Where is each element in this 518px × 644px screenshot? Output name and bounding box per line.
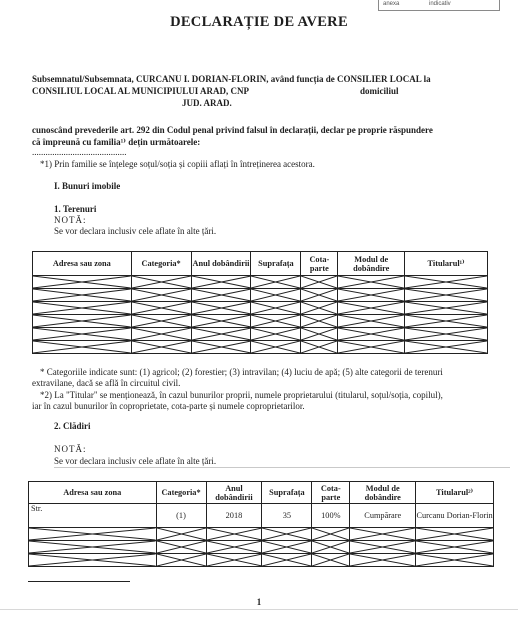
cross-mark [301, 289, 337, 301]
crossed-cell [191, 276, 251, 289]
cross-mark [251, 302, 300, 314]
crossed-cell [131, 315, 191, 328]
crossed-cell [301, 341, 338, 354]
crossed-cell [131, 276, 191, 289]
crossed-cell [312, 554, 350, 567]
subsection-cladiri: 2. Clădiri [54, 421, 91, 431]
crossed-cell [191, 328, 251, 341]
cell-cota: 100% [312, 504, 350, 528]
crossed-cell [262, 554, 312, 567]
header-titularul: Titularul²⁾ [416, 482, 494, 504]
cross-mark [416, 554, 493, 566]
scan-line [0, 609, 518, 610]
cross-mark [338, 276, 404, 288]
crossed-cell [191, 315, 251, 328]
crossed-cell [29, 528, 157, 541]
cross-mark [132, 341, 191, 353]
cross-mark [192, 289, 251, 301]
cell-anul: 2018 [206, 504, 262, 528]
cross-mark [251, 341, 300, 353]
crossed-cell [206, 554, 262, 567]
cross-mark [262, 541, 311, 553]
header-cota: Cota-parte [312, 482, 350, 504]
crossed-cell [251, 289, 301, 302]
cross-mark [251, 315, 300, 327]
header-cota: Cota-parte [301, 252, 338, 276]
cross-mark [312, 541, 349, 553]
crossed-cell [338, 328, 405, 341]
crossed-cell [191, 302, 251, 315]
dotted-line: .......................................... [32, 147, 127, 157]
table-row-crossed [33, 341, 488, 354]
cross-mark [262, 528, 311, 540]
cross-mark [251, 328, 300, 340]
cross-mark [405, 341, 487, 353]
crossed-cell [131, 328, 191, 341]
crossed-cell [405, 276, 488, 289]
cross-mark [338, 302, 404, 314]
cross-mark [132, 302, 191, 314]
table-row-crossed [33, 315, 488, 328]
cross-mark [207, 528, 262, 540]
crossed-cell [416, 541, 494, 554]
table-row-crossed [29, 541, 494, 554]
crossed-cell [312, 541, 350, 554]
cross-mark [301, 302, 337, 314]
intro-domiciliul: domiciliul [360, 86, 399, 96]
cross-mark [405, 289, 487, 301]
crossed-cell [338, 289, 405, 302]
cross-mark [416, 541, 493, 553]
cross-mark [338, 289, 404, 301]
cross-mark [33, 302, 131, 314]
section-bunuri-imobile: I. Bunuri imobile [54, 181, 121, 191]
table-row-crossed [29, 554, 494, 567]
cross-mark [132, 289, 191, 301]
cross-mark [157, 554, 206, 566]
crossed-cell [251, 302, 301, 315]
table-row-crossed [33, 289, 488, 302]
crossed-cell [350, 541, 416, 554]
cross-mark [192, 341, 251, 353]
cross-mark [207, 554, 262, 566]
cross-mark [192, 302, 251, 314]
header-modul: Modul de dobândire [350, 482, 416, 504]
header-modul: Modul de dobândire [338, 252, 405, 276]
crossed-cell [33, 328, 132, 341]
header-categoria: Categoria* [131, 252, 191, 276]
crossed-cell [33, 315, 132, 328]
intro-line-3: JUD. ARAD. [182, 98, 232, 108]
cross-mark [350, 528, 415, 540]
crossed-cell [251, 315, 301, 328]
stamp-right-text: indicativ [429, 1, 451, 7]
cross-mark [29, 541, 156, 553]
crossed-cell [33, 341, 132, 354]
crossed-cell [131, 341, 191, 354]
header-anul: Anul dobândirii [206, 482, 262, 504]
crossed-cell [156, 554, 206, 567]
header-adresa: Adresa sau zona [33, 252, 132, 276]
cross-mark [416, 528, 493, 540]
cross-mark [29, 528, 156, 540]
crossed-cell [131, 302, 191, 315]
table-row-crossed [33, 276, 488, 289]
page-number: 1 [256, 597, 262, 607]
cross-mark [192, 328, 251, 340]
table-row-crossed [29, 528, 494, 541]
header-suprafata: Suprafața [251, 252, 301, 276]
crossed-cell [301, 289, 338, 302]
crossed-cell [405, 341, 488, 354]
cross-mark [312, 554, 349, 566]
crossed-cell [405, 289, 488, 302]
cell-modul: Cumpărare [350, 504, 416, 528]
crossed-cell [262, 541, 312, 554]
cross-mark [207, 541, 262, 553]
cross-mark [405, 276, 487, 288]
cross-mark [301, 315, 337, 327]
crossed-cell [131, 289, 191, 302]
cross-mark [301, 276, 337, 288]
cross-mark [132, 276, 191, 288]
crossed-cell [301, 328, 338, 341]
note-titular-line-2: iar în cazul bunurilor în coproprietate, cota-parte și numele coproprietarilor. [32, 401, 305, 411]
crossed-cell [262, 528, 312, 541]
crossed-cell [416, 554, 494, 567]
cross-mark [301, 328, 337, 340]
crossed-cell [191, 289, 251, 302]
cross-mark [262, 554, 311, 566]
intro-line-2: CONSILIUL LOCAL AL MUNICIPIULUI ARAD, CNP [32, 86, 250, 96]
scan-line [54, 467, 510, 468]
cross-mark [338, 328, 404, 340]
nota-text-1: Se vor declara inclusiv cele aflate în alte țări. [54, 226, 217, 236]
note-categorii-line-1: * Categoriile indicate sunt: (1) agricol; (2) forestier; (3) intravilan; (4) luciu de apă; (5) alte categorii de terenuri [40, 367, 443, 377]
crossed-cell [405, 302, 488, 315]
crossed-cell [206, 528, 262, 541]
table-row [29, 504, 494, 528]
crossed-cell [33, 302, 132, 315]
cladiri-table [28, 481, 494, 567]
crossed-cell [251, 328, 301, 341]
crossed-cell [338, 302, 405, 315]
cross-mark [251, 276, 300, 288]
crossed-cell [338, 315, 405, 328]
cross-mark [132, 328, 191, 340]
note-titular-line-1: *2) La "Titular" se menționează, în cazul bunurilor proprii, numele proprietarului (titularul, soțul/soția, copilul), [40, 390, 443, 400]
crossed-cell [301, 315, 338, 328]
cunoscand-line-1: cunoscând prevederile art. 292 din Codul penal privind falsul în declarații, declar pe proprie răspundere [32, 125, 433, 135]
cross-mark [338, 315, 404, 327]
cross-mark [312, 528, 349, 540]
note-categorii-line-2: extravilane, dacă se află în circuitul civil. [32, 378, 181, 388]
page-title: DECLARAȚIE DE AVERE [170, 14, 348, 30]
crossed-cell [156, 541, 206, 554]
crossed-cell [405, 328, 488, 341]
intro-line-1: Subsemnatul/Subsemnata, CURCANU I. DORIAN-FLORIN, având funcția de CONSILIER LOCAL la [32, 74, 431, 84]
crossed-cell [33, 289, 132, 302]
cross-mark [350, 541, 415, 553]
crossed-cell [301, 302, 338, 315]
cell-categoria: (1) [156, 504, 206, 528]
stamp-left-text: anexa [383, 1, 400, 7]
cell-adresa: Str. [29, 504, 157, 528]
crossed-cell [338, 276, 405, 289]
cross-mark [405, 302, 487, 314]
cross-mark [33, 315, 131, 327]
header-suprafata: Suprafața [262, 482, 312, 504]
cell-suprafata: 35 [262, 504, 312, 528]
cross-mark [157, 528, 206, 540]
footnote-separator [28, 581, 130, 582]
terenuri-table [32, 251, 488, 354]
cross-mark [405, 315, 487, 327]
registration-stamp [378, 0, 500, 11]
cross-mark [132, 315, 191, 327]
cross-mark [157, 541, 206, 553]
crossed-cell [156, 528, 206, 541]
crossed-cell [338, 341, 405, 354]
table-row-crossed [33, 328, 488, 341]
cunoscand-line-2: că împreună cu familia¹⁾ dețin următoarele: [32, 137, 201, 147]
crossed-cell [312, 528, 350, 541]
footnote-family: *1) Prin familie se înțelege soțul/soția și copiii aflați în întreținerea acestora. [40, 159, 315, 169]
crossed-cell [29, 541, 157, 554]
cross-mark [301, 341, 337, 353]
table-row-crossed [33, 302, 488, 315]
cross-mark [192, 276, 251, 288]
crossed-cell [251, 341, 301, 354]
cross-mark [405, 328, 487, 340]
nota-label-2: NOTĂ: [54, 444, 87, 454]
cell-titularul: Curcanu Dorian-Florin [416, 504, 494, 528]
header-titularul: Titularul¹⁾ [405, 252, 488, 276]
header-anul: Anul dobândirii [191, 252, 251, 276]
header-adresa: Adresa sau zona [29, 482, 157, 504]
cross-mark [251, 289, 300, 301]
cross-mark [33, 276, 131, 288]
cross-mark [29, 554, 156, 566]
cross-mark [338, 341, 404, 353]
crossed-cell [350, 528, 416, 541]
crossed-cell [191, 341, 251, 354]
crossed-cell [251, 276, 301, 289]
header-categoria: Categoria* [156, 482, 206, 504]
crossed-cell [350, 554, 416, 567]
nota-label-1: NOTĂ: [54, 215, 87, 225]
cross-mark [192, 315, 251, 327]
nota-text-2: Se vor declara inclusiv cele aflate în alte țări. [54, 456, 217, 466]
crossed-cell [206, 541, 262, 554]
cross-mark [33, 328, 131, 340]
cross-mark [33, 289, 131, 301]
subsection-terenuri: 1. Terenuri [54, 204, 97, 214]
crossed-cell [29, 554, 157, 567]
cross-mark [33, 341, 131, 353]
crossed-cell [301, 276, 338, 289]
crossed-cell [416, 528, 494, 541]
crossed-cell [33, 276, 132, 289]
crossed-cell [405, 315, 488, 328]
cross-mark [350, 554, 415, 566]
